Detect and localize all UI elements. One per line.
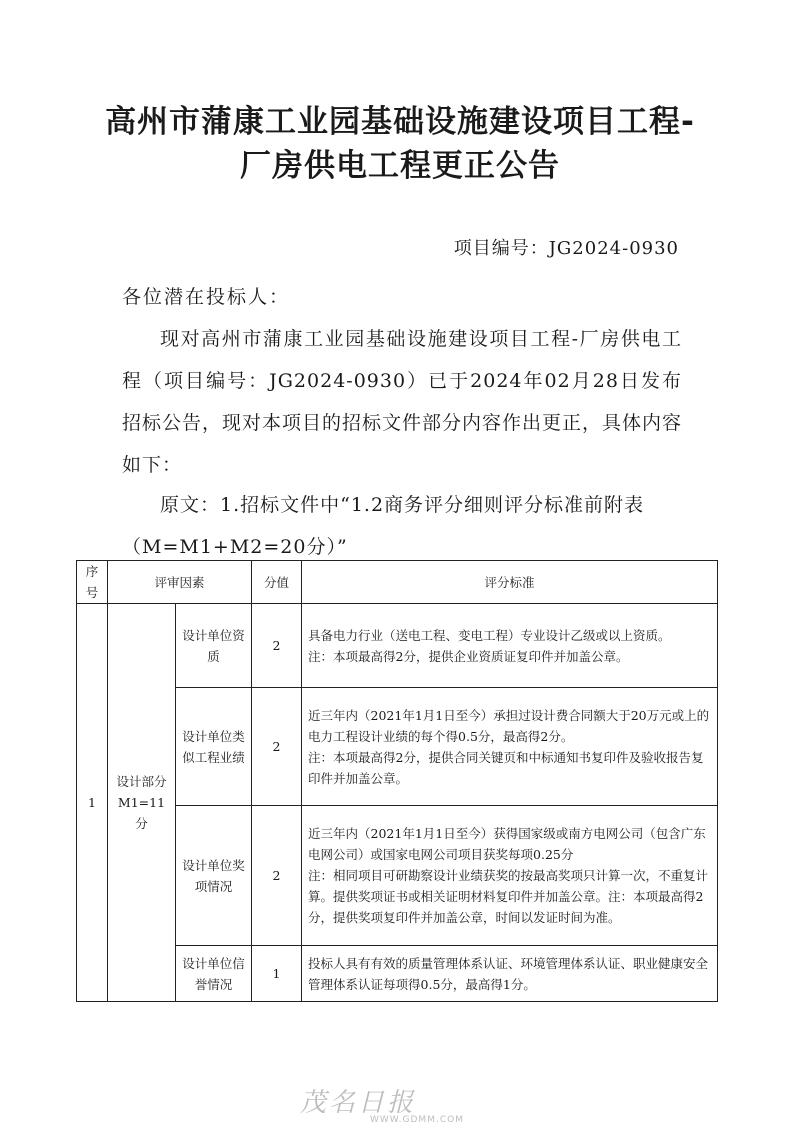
table-row [77, 604, 718, 688]
row-seq: 1 [77, 604, 108, 1002]
header-seq: 序号 [77, 561, 108, 604]
salutation: 各位潜在投标人： [122, 286, 291, 308]
criteria-cell [302, 688, 718, 806]
watermark-logo [300, 1082, 464, 1125]
criteria-line: 具备电力行业（送电工程、变电工程）专业设计乙级或以上资质。 [308, 627, 671, 643]
project-number: 项目编号：JG2024-0930 [453, 238, 679, 259]
score-cell: 2 [252, 688, 302, 806]
criteria-line: 近三年内（2021年1月1日至今）承担过设计费合同额大于20万元或上的电力工程设计业绩的每个得0.5分，最高得2分。 [308, 707, 710, 744]
criteria-line: 注：相同项目可研勘察设计业绩获奖的按最高奖项只计算一次，不重复计算。提供奖项证书或相关证明材料复印件并加盖公章。注：本项最高得2分，提供奖项复印件并加盖公章，时间以发证时间为准。 [308, 868, 709, 925]
header-score: 分值 [252, 561, 302, 604]
factor-cell: 设计单位类似工程业绩 [176, 688, 252, 806]
criteria-cell [302, 946, 718, 1002]
watermark-sub: WWW.GDMM.COM [370, 1115, 464, 1125]
header-criteria: 评分标准 [302, 561, 718, 604]
criteria-line: 注：本项最高得2分，提供企业资质证复印件并加盖公章。 [308, 648, 629, 664]
criteria-line: 投标人具有有效的质量管理体系认证、环境管理体系认证、职业健康安全管理体系认证每项得0.5分，最高得1分。 [308, 955, 709, 992]
original-text-label: 原文：1.招标文件中“1.2商务评分细则评分标准前附表（M=M1+M2=20分）” [122, 494, 645, 558]
score-cell: 2 [252, 604, 302, 688]
criteria-cell [302, 604, 718, 688]
table-header-row [77, 561, 718, 604]
criteria-line: 近三年内（2021年1月1日至今）获得国家级或南方电网公司（包含广东电网公司）或国家电网公司项目获奖每项0.25分 [308, 826, 706, 862]
notice-body: 现对高州市蒲康工业园基础设施建设项目工程-厂房供电工程（项目编号：JG2024-0930）已于2024年02月28日发布招标公告，现对本项目的招标文件部分内容作出更正，具体内容如下： [122, 328, 683, 476]
scoring-table [76, 560, 718, 1002]
category-cell: 设计部分M1=11分 [108, 604, 176, 1002]
factor-cell: 设计单位信誉情况 [176, 946, 252, 1002]
score-cell: 1 [252, 946, 302, 1002]
criteria-line: 注：本项最高得2分，提供合同关键页和中标通知书复印件及验收报告复印件并加盖公章。 [308, 749, 704, 786]
header-factor: 评审因素 [108, 561, 252, 604]
factor-cell: 设计单位奖项情况 [176, 806, 252, 946]
factor-cell: 设计单位资质 [176, 604, 252, 688]
criteria-cell [302, 806, 718, 946]
notice-title: 高州市蒲康工业园基础设施建设项目工程-厂房供电工程更正公告 [105, 104, 695, 184]
score-cell: 2 [252, 806, 302, 946]
watermark-main: 茂名日报 [300, 1088, 417, 1118]
